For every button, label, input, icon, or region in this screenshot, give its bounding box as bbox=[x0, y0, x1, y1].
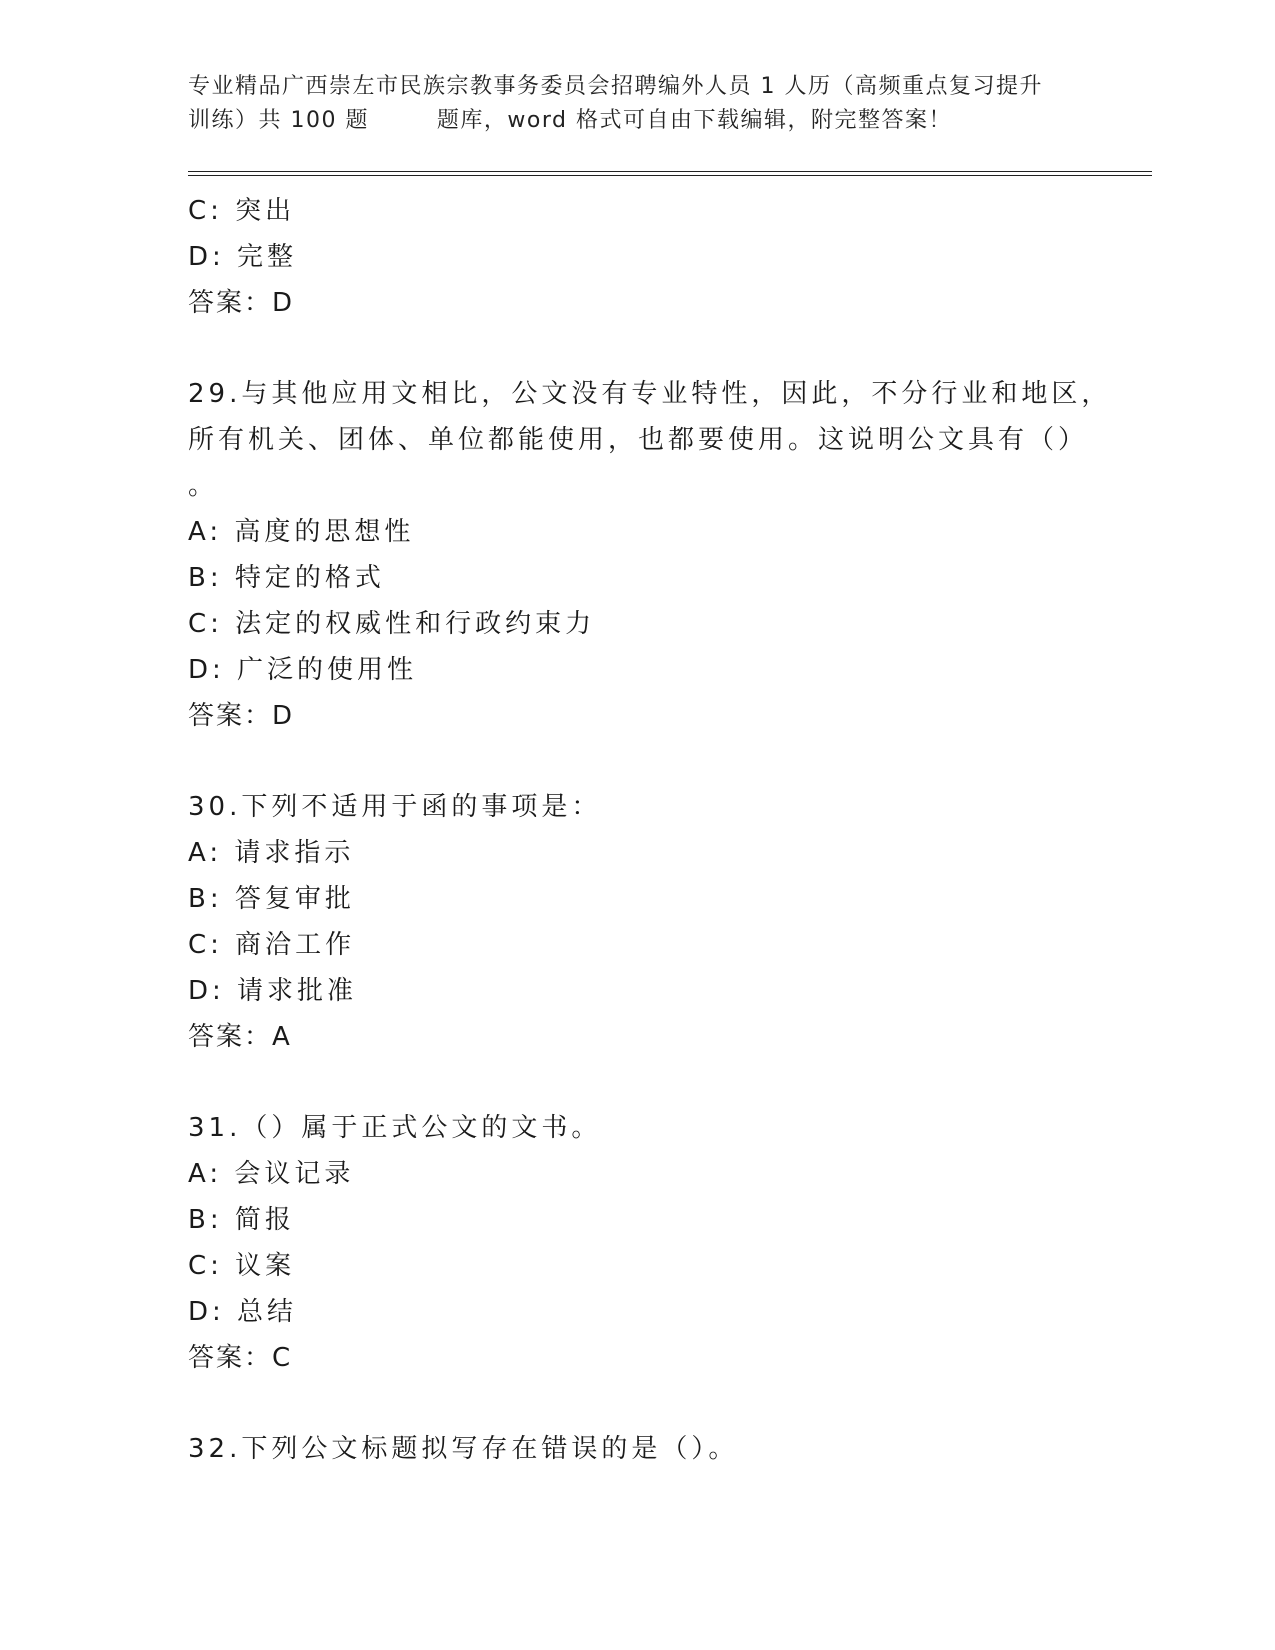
option-c: C: 法定的权威性和行政约束力 bbox=[188, 609, 596, 639]
option-d: D: 总结 bbox=[188, 1297, 298, 1327]
option-c: C: 商洽工作 bbox=[188, 930, 356, 960]
question-text: 31.（）属于正式公文的文书。 bbox=[188, 1113, 602, 1143]
question-32 bbox=[188, 1426, 1148, 1472]
option-a: A: 会议记录 bbox=[188, 1159, 355, 1189]
document-body bbox=[188, 188, 1148, 1472]
option-c: C: 议案 bbox=[188, 1251, 296, 1281]
option-a: A: 高度的思想性 bbox=[188, 517, 415, 547]
header-rule-bottom bbox=[188, 175, 1152, 176]
answer: 答案：A bbox=[188, 1022, 292, 1052]
question-line: 所有机关、团体、单位都能使用，也都要使用。这说明公文具有（） bbox=[188, 425, 1089, 455]
option-c: C: 突出 bbox=[188, 196, 296, 226]
question-text: 32.下列公文标题拟写存在错误的是（）。 bbox=[188, 1434, 739, 1464]
option-b: B: 特定的格式 bbox=[188, 563, 385, 593]
option-b: B: 答复审批 bbox=[188, 884, 355, 914]
question-text: 30.下列不适用于函的事项是： bbox=[188, 792, 602, 822]
question-text bbox=[188, 371, 1148, 509]
question-29 bbox=[188, 371, 1148, 739]
header-rule-top bbox=[188, 171, 1152, 172]
header-line-2: 训练）共 100 题 题库，word 格式可自由下载编辑，附完整答案！ bbox=[188, 108, 952, 133]
option-b: B: 简报 bbox=[188, 1205, 295, 1235]
question-fragment bbox=[188, 188, 1148, 326]
option-d: D: 完整 bbox=[188, 242, 298, 272]
answer: 答案：C bbox=[188, 1343, 293, 1373]
document-header bbox=[188, 70, 1088, 138]
question-30 bbox=[188, 784, 1148, 1060]
option-a: A: 请求指示 bbox=[188, 838, 355, 868]
question-line: 29.与其他应用文相比，公文没有专业特性，因此，不分行业和地区， bbox=[188, 379, 1112, 409]
question-31 bbox=[188, 1105, 1148, 1381]
answer: 答案：D bbox=[188, 701, 295, 731]
option-d: D: 广泛的使用性 bbox=[188, 655, 418, 685]
option-d: D: 请求批准 bbox=[188, 976, 358, 1006]
answer: 答案：D bbox=[188, 288, 295, 318]
question-line: 。 bbox=[188, 471, 219, 501]
header-line-1: 专业精品广西崇左市民族宗教事务委员会招聘编外人员 1 人历（高频重点复习提升 bbox=[188, 74, 1043, 99]
